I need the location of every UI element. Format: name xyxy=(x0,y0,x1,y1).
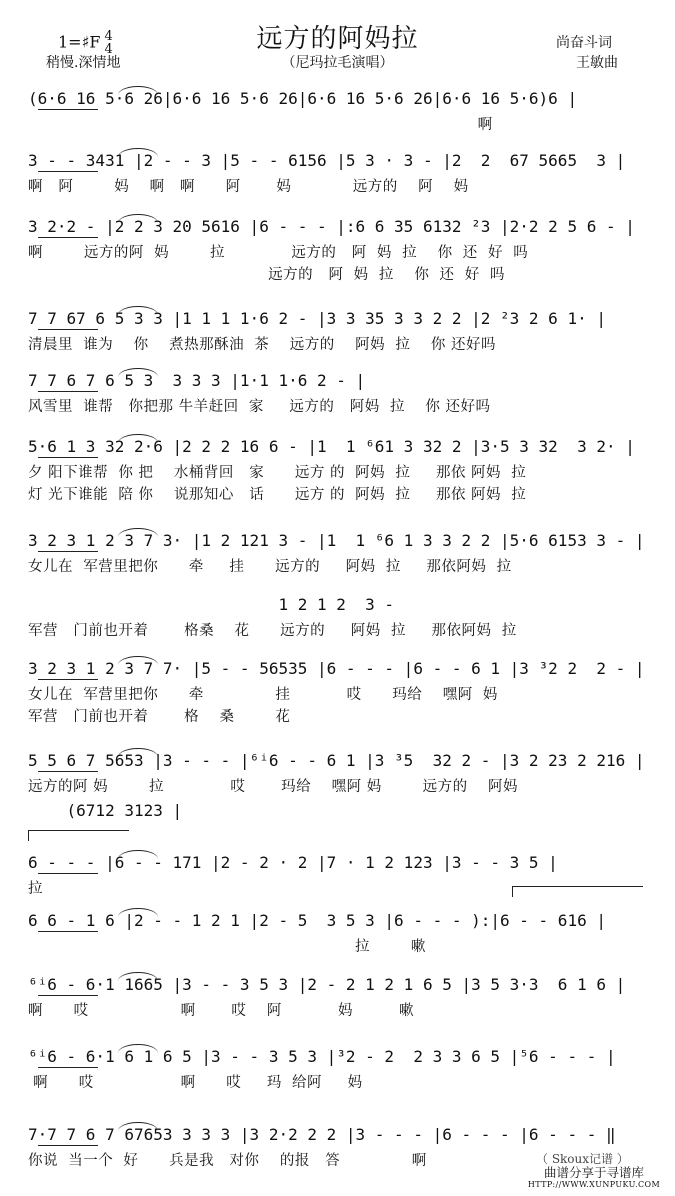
lyric-line: 啊 阿 妈 啊 啊 阿 妈 远方的 阿 妈 xyxy=(28,179,469,195)
notation-line: 3 2 3 1 2 3 7 3· |1 2 121 3 - |1 1 ⁶6 1 3 3 2 2 |5·6 6153 3 - | xyxy=(28,531,645,550)
lyric-line: 风雪里 谁帮 你把那 牛羊赶回 家 远方的 阿妈 拉 你 还好吗 xyxy=(28,399,491,415)
notation-line: 3 2·2 - |2 2 3 20 5616 |6 - - - |:6 6 35 6132 ²3 |2·2 2 5 6 - | xyxy=(28,217,635,236)
notation-line: 6 - - - |6 - - 171 |2 - 2 · 2 |7 · 1 2 123 |3 - - 3 5 | xyxy=(28,853,558,872)
rhythm-beam xyxy=(38,457,98,458)
lyric-line: 女儿在 军营里把你 牵 挂 远方的 阿妈 拉 那依阿妈 拉 xyxy=(28,559,512,575)
lyric-line: 啊 远方的阿 妈 拉 远方的 阿 妈 拉 你 还 好 吗 xyxy=(28,245,529,261)
notation-line: 3 - - 3431 |2 - - 3 |5 - - 6156 |5 3 · 3 - |2 2 67 5665 3 | xyxy=(28,151,626,170)
watermark-url: HTTP://WWW.XUNPUKU.COM xyxy=(527,1180,661,1189)
rhythm-beam xyxy=(38,237,98,238)
transcriber-credit: （ Skoux记谱 ） xyxy=(536,1152,629,1166)
notation-line: 7 7 67 6 5 3 3 |1 1 1 1·6 2 - |3 3 35 3 3 2 2 |2 ²3 2 6 1· | xyxy=(28,309,606,328)
notation-line: 7 7 6 7 6 5 3 3 3 3 |1·1 1·6 2 - | xyxy=(28,371,366,390)
notation-line: 6 6 - 1 6 |2 - - 1 2 1 |2 - 5 3 5 3 |6 - - - ):|6 - - 616 | xyxy=(28,911,606,930)
lyric-line: 啊 xyxy=(28,117,493,133)
rhythm-beam xyxy=(38,995,98,996)
time-bottom: 4 xyxy=(104,42,113,57)
lyric-line: 夕 阳下谁帮 你 把 水桶背回 家 远方 的 阿妈 拉 那依 阿妈 拉 xyxy=(28,465,527,481)
lyric-line: 女儿在 军营里把你 牵 挂 哎 玛给 嘿阿 妈 xyxy=(28,687,498,703)
lyric-line: 啊 哎 啊 哎 玛 给阿 妈 xyxy=(28,1075,363,1091)
watermark-title: 曲谱分享于寻谱库 xyxy=(543,1165,644,1180)
notation-line: (6712 3123 | xyxy=(28,801,183,820)
volta-bracket xyxy=(28,830,129,841)
key-label: 1=♯F xyxy=(58,32,101,52)
rhythm-beam xyxy=(38,771,98,772)
rhythm-beam xyxy=(38,1067,98,1068)
lyric-line: 拉 嗽 xyxy=(28,939,426,955)
lyric-line: 你说 当一个 好 兵是我 对你 的报 答 啊 xyxy=(28,1153,427,1169)
rhythm-beam xyxy=(38,551,98,552)
rhythm-beam xyxy=(38,873,98,874)
rhythm-beam xyxy=(38,391,98,392)
notation-line: 3 2 3 1 2 3 7 7· |5 - - 56535 |6 - - - |6 - - 6 1 |3 ³2 2 2 - | xyxy=(28,659,645,678)
notation-line: 7·7 7 6 7 67653 3 3 3 |3 2·2 2 2 |3 - - - |6 - - - |6 - - - ‖ xyxy=(28,1125,616,1144)
notation-line: 5 5 6 7 5653 |3 - - - |⁶ⁱ6 - - 6 1 |3 ³5 32 2 - |3 2 23 2 216 | xyxy=(28,751,645,770)
lyric-line: 灯 光下谁能 陪 你 说那知心 话 远方 的 阿妈 拉 那依 阿妈 拉 xyxy=(28,487,527,503)
rhythm-beam xyxy=(38,171,98,172)
song-title: 远方的阿妈拉 xyxy=(256,24,419,54)
lyric-line: 清晨里 谁为 你 煮热那酥油 茶 远方的 阿妈 拉 你 还好吗 xyxy=(28,337,496,353)
time-top: 4 xyxy=(104,29,113,44)
lyricist: 尚奋斗词 xyxy=(556,35,612,51)
lyric-line: 啊 哎 啊 哎 阿 妈 嗽 xyxy=(28,1003,415,1019)
rhythm-beam xyxy=(38,1145,98,1146)
rhythm-beam xyxy=(38,679,98,680)
lyric-line: 军营 门前也开着 格 桑 花 xyxy=(28,709,291,725)
lyric-line: 远方的 阿 妈 拉 你 还 好 吗 xyxy=(28,267,505,283)
volta-bracket xyxy=(512,886,643,897)
watermark xyxy=(520,1166,668,1192)
lyric-line: 拉 xyxy=(28,881,43,897)
rhythm-beam xyxy=(38,329,98,330)
notation-line: 1 2 1 2 3 - xyxy=(28,595,395,614)
notation-line: ⁶ⁱ6 - 6·1 6 1 6 5 |3 - - 3 5 3 |³2 - 2 2 3 3 6 5 |⁵6 - - - | xyxy=(28,1047,616,1066)
lyric-line: 远方的阿 妈 拉 哎 玛给 嘿阿 妈 远方的 阿妈 xyxy=(28,779,519,795)
notation-line: 5·6 1 3 32 2·6 |2 2 2 16 6 - |1 1 ⁶61 3 32 2 |3·5 3 32 3 2· | xyxy=(28,437,635,456)
lyric-line: 军营 门前也开着 格桑 花 远方的 阿妈 拉 那依阿妈 拉 xyxy=(28,623,517,639)
rhythm-beam xyxy=(38,931,98,932)
notation-line: (6·6 16 5·6 26|6·6 16 5·6 26|6·6 16 5·6 26|6·6 16 5·6)6 | xyxy=(28,89,578,108)
song-performer: （尼玛拉毛演唱） xyxy=(281,55,394,71)
tempo-marking: 稍慢.深情地 xyxy=(46,55,121,71)
notation-line: ⁶ⁱ6 - 6·1 1665 |3 - - 3 5 3 |2 - 2 1 2 1 6 5 |3 5 3·3 6 1 6 | xyxy=(28,975,626,994)
rhythm-beam xyxy=(38,109,98,110)
composer: 王敏曲 xyxy=(576,55,618,71)
